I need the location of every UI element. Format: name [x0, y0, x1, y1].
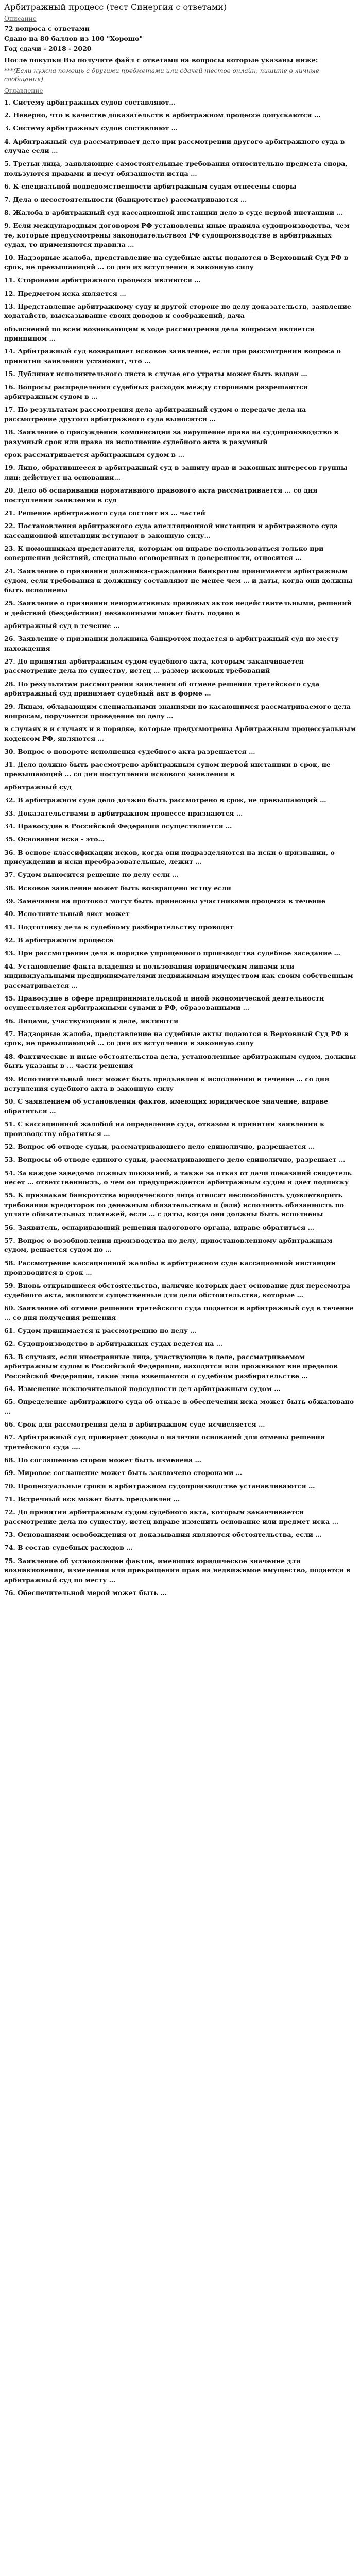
- question-item: арбитражный суд: [4, 783, 72, 791]
- question-item: 72. До принятия арбитражным судом судебного акта, которым заканчивается рассмотрение дела по существу, истец вправе изменить основание или предмет иска …: [4, 1508, 339, 1526]
- question-item: 44. Установление факта владения и пользования юридическим лицами или индивидуальными предпринимателями недвижимым имуществом как своим собственным рассматривается …: [4, 962, 353, 989]
- help-note: ***(Если нужна помощь с другими предметами или сдачей тестов онлайн, пишите в личные сообщения): [4, 66, 320, 83]
- question-item: 8. Жалоба в арбитражный суд кассационной инстанции дело в суде первой инстанции …: [4, 208, 343, 216]
- question-item: 45. Правосудие в сфере предпринимательской и иной экономической деятельности осуществляется арбитражными судами в РФ, образованными …: [4, 994, 324, 1012]
- question-item: 43. При рассмотрении дела в порядке упрощенного производства судебное заседание …: [4, 949, 341, 957]
- question-item: 55. К признакам банкротства юридического лица относят неспособность удовлетворить требования кредиторов по денежным обязательствам и (или) исполнить обязанность по уплате обязательных платежей, если … с даты, когда они должны быть исполнены: [4, 1191, 345, 1218]
- question-item: 70. Процессуальные сроки в арбитражном судопроизводстве устанавливаются …: [4, 1482, 315, 1490]
- question-item: 73. Основаниями освобождения от доказывания являются обстоятельства, если …: [4, 1531, 322, 1539]
- question-item: 34. Правосудие в Российской Федерации осуществляется …: [4, 822, 232, 831]
- question-item: 50. С заявлением об установлении фактов, имеющих юридическое значение, вправе обратиться …: [4, 1097, 329, 1115]
- question-item: 37. Судом выносится решение по делу если …: [4, 871, 179, 879]
- table-of-contents-link[interactable]: Оглавление: [4, 87, 43, 95]
- question-item: 15. Дублинат исполнительного листа в случае его утраты может быть выдан …: [4, 370, 307, 378]
- question-item: 76. Обеспечительной мерой может быть …: [4, 1589, 167, 1597]
- question-item: 4. Арбитражный суд рассматривает дело при рассмотрении другого арбитражного суда в случае если …: [4, 137, 345, 155]
- question-item: 11. Сторонами арбитражного процесса являются …: [4, 276, 201, 284]
- question-item: 24. Заявление о признании должника-гражданина банкротом принимается арбитражным судом, если требования к должнику составляют не менее чем … и даты, когда они должны быть исполнены: [4, 567, 353, 594]
- question-item: 16. Вопросы распределения судебных расходов между сторонами разрешаются арбитражным судом в …: [4, 383, 308, 401]
- question-item: 31. Дело должно быть рассмотрено арбитражным судом первой инстанции в срок, не превышающий … со дня поступления искового заявления в: [4, 760, 331, 778]
- question-item: 23. К помощникам представителя, которым он вправе воспользоваться только при совершении действий, специально оговоренных в доверенности, относится …: [4, 544, 324, 562]
- question-item: 22. Постановления арбитражного суда апелляционной инстанции и арбитражного суда кассационной инстанции вступают в законную силу…: [4, 522, 338, 539]
- question-item: 40. Исполнительный лист может: [4, 910, 130, 918]
- question-item: 27. До принятия арбитражным судом судебного акта, которым заканчивается рассмотрение дела по существу, истец … размер исковых требований: [4, 657, 304, 675]
- question-item: 9. Если международным договором РФ установлены иные правила судопроизводства, чем те, которые предусмотрены законодательством РФ судопроизводстве в арбитражных судах, то применяются правила …: [4, 222, 350, 249]
- question-item: 54. За каждое заведомо ложных показаний, а также за отказ от дачи показаний свидетель несет … ответственность, о чем он предупреждается арбитражным судом и дает подписку: [4, 1168, 352, 1187]
- document-title: Арбитражный процесс (тест Синергия с ответами): [4, 2, 227, 12]
- question-item: 75. Заявление об установлении фактов, имеющих юридическое значение для возникновения, изменения или прекращения прав на недвижимое имущество, подается в арбитражный суд по месту …: [4, 1556, 351, 1584]
- question-item: 52. Вопрос об отводе судьи, рассматривающего дело единолично, разрешается …: [4, 1142, 315, 1150]
- question-item: 35. Основания иска - это…: [4, 835, 105, 843]
- question-item: 7. Дела о несостоятельности (банкротстве) рассматриваются …: [4, 195, 247, 204]
- question-item: 26. Заявление о признании должника банкротом подается в арбитражный суд по месту нахождения: [4, 635, 339, 652]
- question-item: 53. Вопросы об отводе единого судьи, рассматривающего дело единолично, разрешает …: [4, 1156, 346, 1164]
- question-item: 66. Срок для рассмотрения дела в арбитражном суде исчисляется …: [4, 1420, 265, 1429]
- question-item: 18. Заявление о присуждении компенсации за нарушение права на судопроизводство в разумный срок или права на исполнение судебного акта в разумный: [4, 428, 339, 446]
- question-item: 63. В случаях, если иностранные лица, участвующие в деле, рассматриваемом арбитражным судом в Российской Федерации, находятся или проживают вне пределов Российской Федерации, такие лица извещаются о судебном разбирательстве …: [4, 1352, 338, 1380]
- question-item: срок рассматривается арбитражным судом в …: [4, 450, 185, 459]
- question-item: в случаях в и случаях и в порядке, которые предусмотрены Арбитражным процессуальным кодексом РФ, являются …: [4, 725, 356, 742]
- question-item: 71. Встречный иск может быть предъявлен …: [4, 1495, 180, 1503]
- question-item: 29. Лицам, обладающим специальными знаниями по касающимся рассматриваемого дела вопросам, поручается проведение по делу …: [4, 702, 351, 720]
- question-list: [4, 98, 356, 1598]
- question-item: 46. Лицами, участвующими в деле, являются: [4, 1016, 179, 1025]
- question-item: 33. Доказательствами в арбитражном процессе признаются …: [4, 809, 243, 817]
- question-item: 61. Судом принимается к рассмотрению по делу …: [4, 1327, 197, 1335]
- question-item: 56. Заявитель, оспаривающий решения налогового органа, вправе обратиться …: [4, 1223, 315, 1231]
- question-item: 41. Подготовку дела к судебному разбирательству проводит: [4, 923, 234, 931]
- question-item: 42. В арбитражном процессе: [4, 936, 113, 944]
- question-item: 32. В арбитражном суде дело должно быть рассмотрено в срок, не превышающий …: [4, 796, 326, 804]
- question-item: 67. Арбитражный суд проверяет доводы о наличии оснований для отмены решения третейского суда ….: [4, 1433, 325, 1451]
- question-item: 65. Определение арбитражного суда об отказе в обеспечении иска может быть обжаловано …: [4, 1398, 354, 1415]
- question-item: 30. Вопрос о повороте исполнения судебного акта разрешается …: [4, 748, 255, 756]
- question-item: 19. Лицо, обратившееся в арбитражный суд в защиту прав и законных интересов группы лиц: действует на основании…: [4, 464, 348, 481]
- question-item: 62. Судопроизводство в арбитражных судах ведется на …: [4, 1340, 223, 1348]
- question-item: 20. Дело об оспаривании нормативного правового акта рассматривается … со дня поступления заявления в суд: [4, 486, 318, 504]
- questions-count: 72 вопроса с ответами: [4, 24, 90, 32]
- question-item: 68. По соглашению сторон может быть изменена …: [4, 1456, 201, 1464]
- question-item: 25. Заявление о признании ненормативных правовых актов недействительными, решений и действий (бездействия) незаконными может быть подано в: [4, 599, 352, 617]
- question-item: 59. Вновь открывшиеся обстоятельства, наличие которых дает основание для пересмотра судебного акта, являются существенные для дела обстоятельства, которые …: [4, 1281, 350, 1299]
- question-item: 39. Замечания на протокол могут быть принесены участниками процесса в течение: [4, 897, 325, 905]
- question-item: 36. В основе классификации исков, когда они подразделяются на иски о признании, о присуждении и иски преобразовательные, лежит …: [4, 848, 335, 866]
- question-item: 13. Представление арбитражному суду и другой стороне по делу доказательств, заявление ходатайств, высказывание своих доводов и соображений, дача: [4, 302, 351, 320]
- question-item: 12. Предметом иска является …: [4, 289, 126, 297]
- question-item: 28. По результатам рассмотрения заявления об отмене решения третейского суда арбитражный суд принимает судебный акт в форме …: [4, 680, 320, 698]
- question-item: 57. Вопрос о возобновлении производства по делу, приостановленному арбитражным судом, решается судом по …: [4, 1236, 333, 1254]
- question-item: 17. По результатам рассмотрения дела арбитражный судом о передаче дела на рассмотрение другого арбитражного суда выносится …: [4, 405, 306, 423]
- question-item: объяснений по всем возникающим в ходе рассмотрения дела вопросам является принципом …: [4, 325, 315, 343]
- question-item: 48. Фактические и иные обстоятельства дела, установленные арбитражным судом, должны быть указаны в … части решения: [4, 1052, 356, 1070]
- question-item: 5. Третьи лица, заявляющие самостоятельные требования относительно предмета спора, пользуются правами и несут обязанности истца …: [4, 160, 348, 177]
- years-info: Год сдачи - 2018 - 2020: [4, 44, 92, 53]
- question-item: 21. Решение арбитражного суда состоит из … частей: [4, 509, 205, 517]
- question-item: 60. Заявление об отмене решения третейского суда подается в арбитражный суд в течение … со дня получения решения: [4, 1304, 354, 1321]
- question-item: арбитражный суд в течение …: [4, 621, 120, 630]
- score-info: Сдано на 80 баллов из 100 "Хорошо": [4, 35, 143, 43]
- question-item: 49. Исполнительный лист может быть предъявлен к исполнению в течение … со дня вступления судебного акта в законную силу: [4, 1075, 330, 1093]
- question-item: 2. Неверно, что в качестве доказательств в арбитражном процессе допускаются …: [4, 111, 321, 120]
- description-link[interactable]: Описание: [4, 14, 37, 22]
- purchase-notice: После покупки Вы получите файл с ответами на вопросы которые указаны ниже:: [4, 56, 318, 64]
- question-item: 47. Надзорные жалоба, представление на судебные акты подаются в Верховный Суд РФ в срок, не превышающий … со дня их вступления в законную силу: [4, 1029, 349, 1047]
- question-item: 6. К специальной подведомственности арбитражным судам отнесены споры: [4, 182, 297, 191]
- question-item: 74. В состав судебных расходов …: [4, 1544, 133, 1552]
- question-item: 64. Изменение исключительной подсудности дел арбитражным судом …: [4, 1384, 281, 1393]
- question-item: 10. Надзорные жалоба, представление на судебные акты подаются в Верховный Суд РФ в срок, не превышающий … со дня их вступления в законную силу: [4, 253, 349, 271]
- question-item: 14. Арбитражный суд возвращает исковое заявление, если при рассмотрении вопроса о принятии заявления установит, что …: [4, 347, 341, 365]
- question-item: 69. Мировое соглашение может быть заключено сторонами …: [4, 1469, 243, 1477]
- question-item: 3. Систему арбитражных судов составляют …: [4, 124, 178, 132]
- question-item: 38. Исковое заявление может быть возвращено истцу если: [4, 884, 231, 892]
- question-item: 58. Рассмотрение кассационной жалобы в арбитражном суде кассационной инстанции производится в срок …: [4, 1259, 336, 1277]
- question-item: 51. С кассационной жалобой на определение суда, отказом в принятии заявления к производству обратиться …: [4, 1120, 325, 1138]
- question-item: 1. Систему арбитражных судов составляют…: [4, 98, 176, 106]
